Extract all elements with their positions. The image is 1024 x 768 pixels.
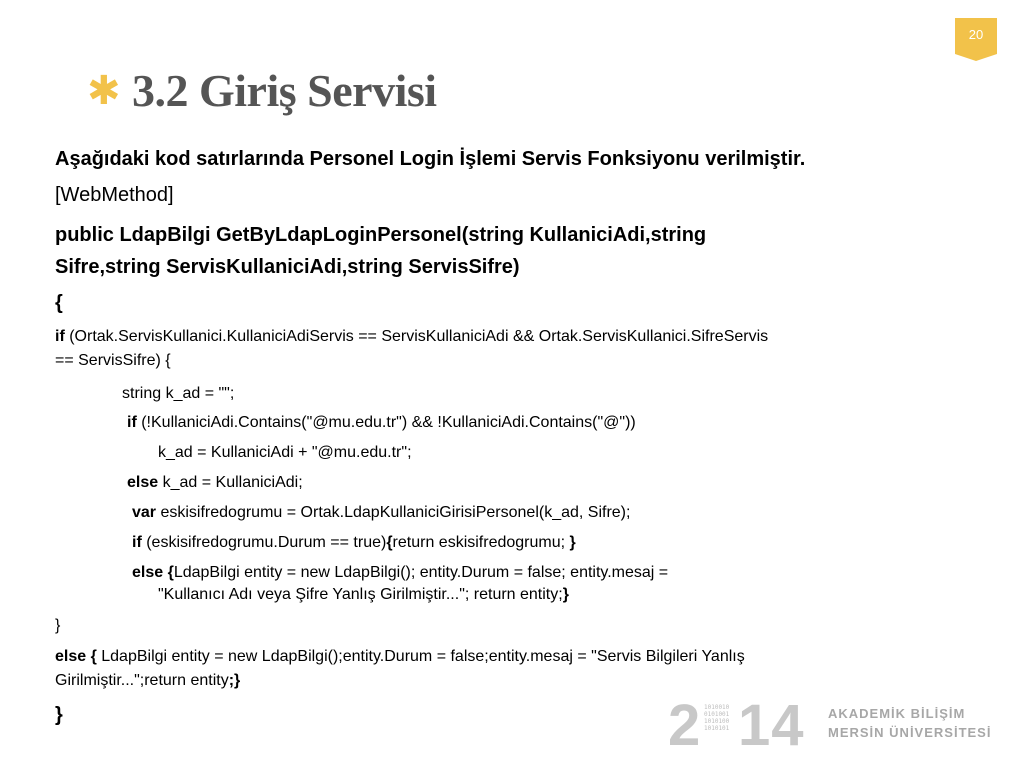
keyword-else-brace: else {	[55, 648, 97, 665]
else3-body-2: Girilmiştir...";return entity	[55, 672, 229, 689]
keyword-else-brace: else {	[132, 564, 174, 581]
code-assign: k_ad = KullaniciAdi + "@mu.edu.tr";	[158, 444, 412, 461]
code-if-line	[55, 328, 768, 346]
if2-condition: (!KullaniciAdi.Contains("@mu.edu.tr") && !KullaniciAdi.Contains("@"))	[136, 414, 636, 431]
code-else2-line-2	[158, 586, 569, 604]
else3-body: LdapBilgi entity = new LdapBilgi();entity.Durum = false;entity.mesaj = "Servis Bilgileri Yanlış	[96, 648, 745, 665]
logo-digits-14: 14	[738, 693, 805, 758]
logo-text-line-2: MERSİN ÜNİVERSİTESİ	[828, 725, 992, 740]
if-condition: (Ortak.ServisKullanici.KullaniciAdiServis == ServisKullaniciAdi && Ortak.ServisKullanici.SifreServis	[64, 328, 769, 345]
code-else-line	[127, 474, 303, 492]
webmethod-attribute: [WebMethod]	[55, 184, 174, 206]
keyword-if: if	[55, 328, 65, 345]
keyword-var: var	[132, 504, 157, 521]
code-string-decl: string k_ad = "";	[122, 385, 235, 402]
code-else3-line	[55, 648, 745, 666]
code-else3-line-2	[55, 672, 240, 690]
code-if2-line	[127, 414, 636, 432]
code-var-line	[132, 504, 630, 522]
keyword-else: else	[127, 474, 159, 491]
else2-close-brace: }	[562, 586, 569, 603]
code-if-line-2: == ServisSifre) {	[55, 352, 171, 369]
var-statement: eskisifredogrumu = Ortak.LdapKullaniciGirisiPersonel(k_ad, Sifre);	[156, 504, 631, 521]
logo-digit-2: 2	[668, 693, 702, 758]
if3-open-brace: {	[386, 534, 393, 551]
logo-text-line-1: AKADEMİK BİLİŞİM	[828, 706, 966, 721]
method-signature-line-2: Sifre,string ServisKullaniciAdi,string ServisSifre)	[55, 256, 520, 278]
code-if3-line	[132, 534, 576, 552]
keyword-if: if	[127, 414, 137, 431]
if3-body: return eskisifredogrumu;	[392, 534, 570, 551]
else-statement: k_ad = KullaniciAdi;	[158, 474, 303, 491]
akademik-bilisim-logo	[668, 693, 998, 758]
slide-number: 20	[968, 27, 984, 42]
if3-condition: (eskisifredogrumu.Durum == true)	[141, 534, 387, 551]
logo-binary-pattern	[704, 704, 729, 732]
code-close-if-brace: }	[55, 617, 61, 634]
logo-binary-line: 1010100	[704, 718, 730, 725]
else2-body: LdapBilgi entity = new LdapBilgi(); entity.Durum = false; entity.mesaj =	[173, 564, 669, 581]
close-brace: }	[55, 704, 63, 726]
open-brace: {	[55, 292, 63, 314]
logo-binary-line: 0101001	[704, 711, 730, 718]
logo-binary-line: 1010010	[704, 704, 730, 711]
if3-close-brace: }	[569, 534, 576, 551]
asterisk-bullet-icon: ✱	[87, 68, 121, 114]
slide-number-badge	[955, 18, 997, 54]
method-signature-line-1: public LdapBilgi GetByLdapLoginPersonel(string KullaniciAdi,string	[55, 224, 707, 246]
keyword-if: if	[132, 534, 142, 551]
logo-binary-line: 1010101	[704, 725, 730, 732]
else3-close-brace: ;}	[228, 672, 241, 689]
else2-body-2: "Kullanıcı Adı veya Şifre Yanlış Girilmiştir..."; return entity;	[158, 586, 563, 603]
code-else2-line	[132, 564, 668, 582]
intro-text: Aşağıdaki kod satırlarında Personel Login İşlemi Servis Fonksiyonu verilmiştir.	[55, 148, 806, 170]
slide-title: 3.2 Giriş Servisi	[132, 65, 437, 116]
